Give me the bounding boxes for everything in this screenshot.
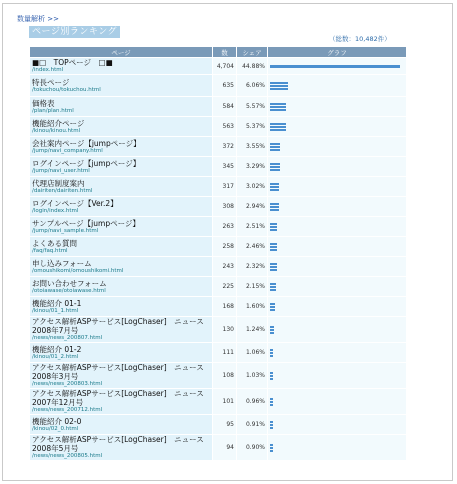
page-url: /news/news_200712.html (32, 407, 103, 413)
page-title-link[interactable]: 代理店制度案内 (32, 178, 85, 188)
page-title-link[interactable]: 会社案内ページ【jumpページ】 (32, 138, 141, 148)
page-cell (30, 389, 213, 415)
share-bar-line (270, 421, 273, 423)
page-cell (30, 157, 213, 177)
share-bar-line (270, 450, 273, 452)
share-bar-line (270, 309, 275, 311)
share-bar-line (270, 65, 400, 68)
page-cell (30, 58, 213, 75)
page-cell (30, 317, 213, 343)
share-cell: 1.06% (237, 343, 268, 363)
share-bar-line (270, 401, 273, 403)
page-cell (30, 363, 213, 389)
share-bar-line (270, 229, 277, 231)
share-bar-line (270, 286, 276, 288)
share-bar-line (270, 306, 275, 308)
share-bar-line (270, 303, 275, 305)
table-row (30, 97, 407, 117)
share-bar-line (270, 398, 273, 400)
share-bar-line (270, 283, 276, 285)
graph-cell (268, 177, 407, 197)
share-bar-line (270, 355, 273, 357)
page-title-link[interactable]: ログインページ【Ver.2】 (32, 198, 118, 208)
page-url: /kinou/02_0.html (32, 425, 79, 432)
page-title-link[interactable]: 申し込みフォーム (32, 258, 92, 268)
table-row (30, 197, 407, 217)
share-bar-line (270, 246, 277, 248)
share-cell: 44.88% (237, 58, 268, 75)
col-count: 数 (213, 47, 237, 58)
page-title-link[interactable]: サンプルページ【jumpページ】 (32, 218, 140, 228)
total-count: （総数：10,482件） (329, 35, 391, 43)
share-cell: 6.06% (237, 75, 268, 97)
share-bar (270, 103, 404, 111)
share-bar-line (270, 163, 280, 165)
share-bar-line (270, 263, 277, 265)
count-cell: 243 (213, 257, 237, 277)
page-url: /news/news_200805.html (32, 453, 103, 459)
page-title-link[interactable]: 機能紹介ページ (32, 118, 85, 128)
page-cell (30, 277, 213, 297)
share-bar-line (270, 444, 273, 446)
page-cell (30, 343, 213, 363)
share-bar-line (270, 203, 279, 205)
page-title-link[interactable]: 特長ページ (32, 77, 70, 87)
col-graph: グラフ (268, 47, 407, 58)
page-cell (30, 75, 213, 97)
share-bar (270, 421, 404, 429)
share-cell: 2.94% (237, 197, 268, 217)
page-cell (30, 297, 213, 317)
page-url: /plan/plan.html (32, 107, 74, 114)
share-bar-line (270, 126, 286, 128)
table-row (30, 389, 407, 415)
share-bar-line (270, 103, 286, 105)
page-title-link[interactable]: ■□ TOPページ □■ (32, 58, 113, 67)
share-bar-line (270, 186, 279, 188)
share-bar-line (270, 82, 288, 84)
page-url: /news/news_200803.html (32, 381, 103, 387)
share-bar-line (270, 169, 280, 171)
page-title-link[interactable]: お問い合わせフォーム (32, 278, 107, 288)
breadcrumb[interactable]: 数量解析 >> (17, 15, 59, 23)
count-cell: 4,704 (213, 58, 237, 75)
page-title-link[interactable]: アクセス解析ASPサービス[LogChaser] ニュース2008年7月号 (32, 317, 204, 335)
share-bar-line (270, 129, 286, 131)
page-url: /tokuchou/tokuchou.html (32, 86, 101, 93)
table-row (30, 75, 407, 97)
share-bar-line (270, 269, 277, 271)
share-bar-line (270, 427, 273, 429)
share-cell: 3.02% (237, 177, 268, 197)
graph-cell (268, 415, 407, 435)
share-cell: 1.60% (237, 297, 268, 317)
count-cell: 168 (213, 297, 237, 317)
table-row (30, 257, 407, 277)
graph-cell (268, 237, 407, 257)
count-cell: 94 (213, 435, 237, 461)
ranking-table (29, 46, 407, 461)
share-bar-line (270, 266, 277, 268)
page-cell (30, 137, 213, 157)
share-bar (270, 223, 404, 231)
share-bar (270, 263, 404, 271)
count-cell: 108 (213, 363, 237, 389)
share-bar-line (270, 166, 280, 168)
table-row (30, 217, 407, 237)
share-bar (270, 123, 404, 131)
page-url: /kinou/kinou.html (32, 127, 81, 134)
count-cell: 345 (213, 157, 237, 177)
share-bar-line (270, 206, 279, 208)
share-cell: 2.46% (237, 237, 268, 257)
share-bar-line (270, 375, 273, 377)
share-bar-line (270, 149, 280, 151)
share-bar-line (270, 123, 286, 125)
share-bar (270, 203, 404, 211)
share-cell: 5.37% (237, 117, 268, 137)
share-bar-line (270, 249, 277, 251)
graph-cell (268, 217, 407, 237)
page-url: /otoiawase/otoiawase.html (32, 287, 106, 294)
share-bar-line (270, 289, 276, 291)
page-title-link[interactable]: 価格表 (32, 98, 55, 108)
share-bar (270, 143, 404, 151)
page-cell (30, 435, 213, 461)
page-url: /login/index.html (32, 207, 79, 214)
table-row (30, 435, 407, 461)
table-row (30, 177, 407, 197)
table-row (30, 237, 407, 257)
page-cell (30, 197, 213, 217)
share-bar (270, 326, 404, 334)
share-bar-line (270, 109, 286, 111)
share-bar (270, 82, 404, 90)
count-cell: 317 (213, 177, 237, 197)
page-cell (30, 97, 213, 117)
share-bar (270, 283, 404, 291)
table-row (30, 277, 407, 297)
count-cell: 95 (213, 415, 237, 435)
share-bar (270, 444, 404, 452)
table-row (30, 297, 407, 317)
share-bar (270, 303, 404, 311)
share-cell: 0.96% (237, 389, 268, 415)
share-bar-line (270, 223, 277, 225)
share-bar (270, 183, 404, 191)
table-row (30, 415, 407, 435)
share-bar-line (270, 88, 288, 90)
share-bar-line (270, 349, 273, 351)
table-header (30, 47, 407, 58)
page-url: /kinou/01_1.html (32, 307, 79, 314)
table-row (30, 157, 407, 177)
table-row (30, 363, 407, 389)
graph-cell (268, 435, 407, 461)
count-cell: 308 (213, 197, 237, 217)
count-cell: 563 (213, 117, 237, 137)
page-cell (30, 415, 213, 435)
table-row (30, 117, 407, 137)
share-bar-line (270, 378, 273, 380)
count-cell: 101 (213, 389, 237, 415)
table-row (30, 137, 407, 157)
page-title-link[interactable]: よくある質問 (32, 238, 77, 248)
count-cell: 130 (213, 317, 237, 343)
share-cell: 2.51% (237, 217, 268, 237)
count-cell: 258 (213, 237, 237, 257)
graph-cell (268, 75, 407, 97)
page-cell (30, 257, 213, 277)
graph-cell (268, 363, 407, 389)
share-cell: 3.55% (237, 137, 268, 157)
page-cell (30, 217, 213, 237)
graph-cell (268, 117, 407, 137)
share-bar-line (270, 332, 274, 334)
share-bar-line (270, 183, 279, 185)
share-cell: 2.15% (237, 277, 268, 297)
page-url: /faq/faq.html (32, 247, 68, 254)
graph-cell (268, 389, 407, 415)
graph-cell (268, 137, 407, 157)
share-bar-line (270, 447, 273, 449)
graph-cell (268, 317, 407, 343)
share-bar (270, 398, 404, 406)
count-cell: 111 (213, 343, 237, 363)
graph-cell (268, 343, 407, 363)
table-row (30, 343, 407, 363)
page-url: /jump/navi_company.html (32, 147, 103, 154)
share-cell: 2.32% (237, 257, 268, 277)
page-title-link[interactable]: ログインページ【jumpページ】 (32, 158, 141, 168)
page-cell (30, 177, 213, 197)
share-bar-line (270, 424, 273, 426)
count-cell: 263 (213, 217, 237, 237)
share-bar (270, 372, 404, 380)
share-bar-line (270, 189, 279, 191)
page-url: /jump/navi_user.html (32, 167, 90, 174)
share-cell: 0.90% (237, 435, 268, 461)
share-bar-line (270, 372, 273, 374)
graph-cell (268, 157, 407, 177)
count-cell: 584 (213, 97, 237, 117)
page-title-link[interactable]: アクセス解析ASPサービス[LogChaser] ニュース2007年12月号 (32, 389, 204, 407)
page-url: /index.html (32, 67, 64, 73)
page-url: /jump/navi_sample.html (32, 227, 99, 234)
page-url: /news/news_200807.html (32, 335, 103, 341)
graph-cell (268, 297, 407, 317)
share-bar-line (270, 146, 280, 148)
table-row (30, 58, 407, 75)
count-cell: 635 (213, 75, 237, 97)
share-bar-line (270, 352, 273, 354)
page-title-link[interactable]: 機能紹介 02-0 (32, 416, 82, 426)
page-url: /omoushikomi/omoushikomi.html (32, 267, 124, 274)
page-url: /kinou/01_2.html (32, 353, 79, 360)
col-page: ページ (30, 47, 213, 58)
page-cell (30, 117, 213, 137)
share-cell: 0.91% (237, 415, 268, 435)
page-cell (30, 237, 213, 257)
page-url: /dairiten/dairiten.html (32, 187, 93, 194)
share-bar (270, 349, 404, 357)
graph-cell (268, 197, 407, 217)
graph-cell (268, 277, 407, 297)
share-bar (270, 65, 404, 68)
share-bar-line (270, 106, 286, 108)
share-bar (270, 163, 404, 171)
share-cell: 3.29% (237, 157, 268, 177)
table-row (30, 317, 407, 343)
page-title-link[interactable]: アクセス解析ASPサービス[LogChaser] ニュース2008年5月号 (32, 435, 204, 453)
graph-cell (268, 97, 407, 117)
share-bar-line (270, 404, 273, 406)
share-bar-line (270, 85, 288, 87)
share-bar-line (270, 326, 274, 328)
share-bar-line (270, 209, 279, 211)
page-title-link[interactable]: 機能紹介 01-1 (32, 298, 82, 308)
share-bar (270, 243, 404, 251)
count-cell: 225 (213, 277, 237, 297)
graph-cell (268, 257, 407, 277)
share-bar-line (270, 143, 280, 145)
share-bar-line (270, 226, 277, 228)
share-bar-line (270, 329, 274, 331)
col-share: シェア (237, 47, 268, 58)
share-cell: 1.03% (237, 363, 268, 389)
share-cell: 5.57% (237, 97, 268, 117)
count-cell: 372 (213, 137, 237, 157)
share-bar-line (270, 243, 277, 245)
page-title: ページ別ランキング (29, 26, 120, 38)
graph-cell (268, 58, 407, 75)
page-title-link[interactable]: アクセス解析ASPサービス[LogChaser] ニュース2008年3月号 (32, 363, 204, 381)
share-cell: 1.24% (237, 317, 268, 343)
page-title-link[interactable]: 機能紹介 01-2 (32, 344, 82, 354)
